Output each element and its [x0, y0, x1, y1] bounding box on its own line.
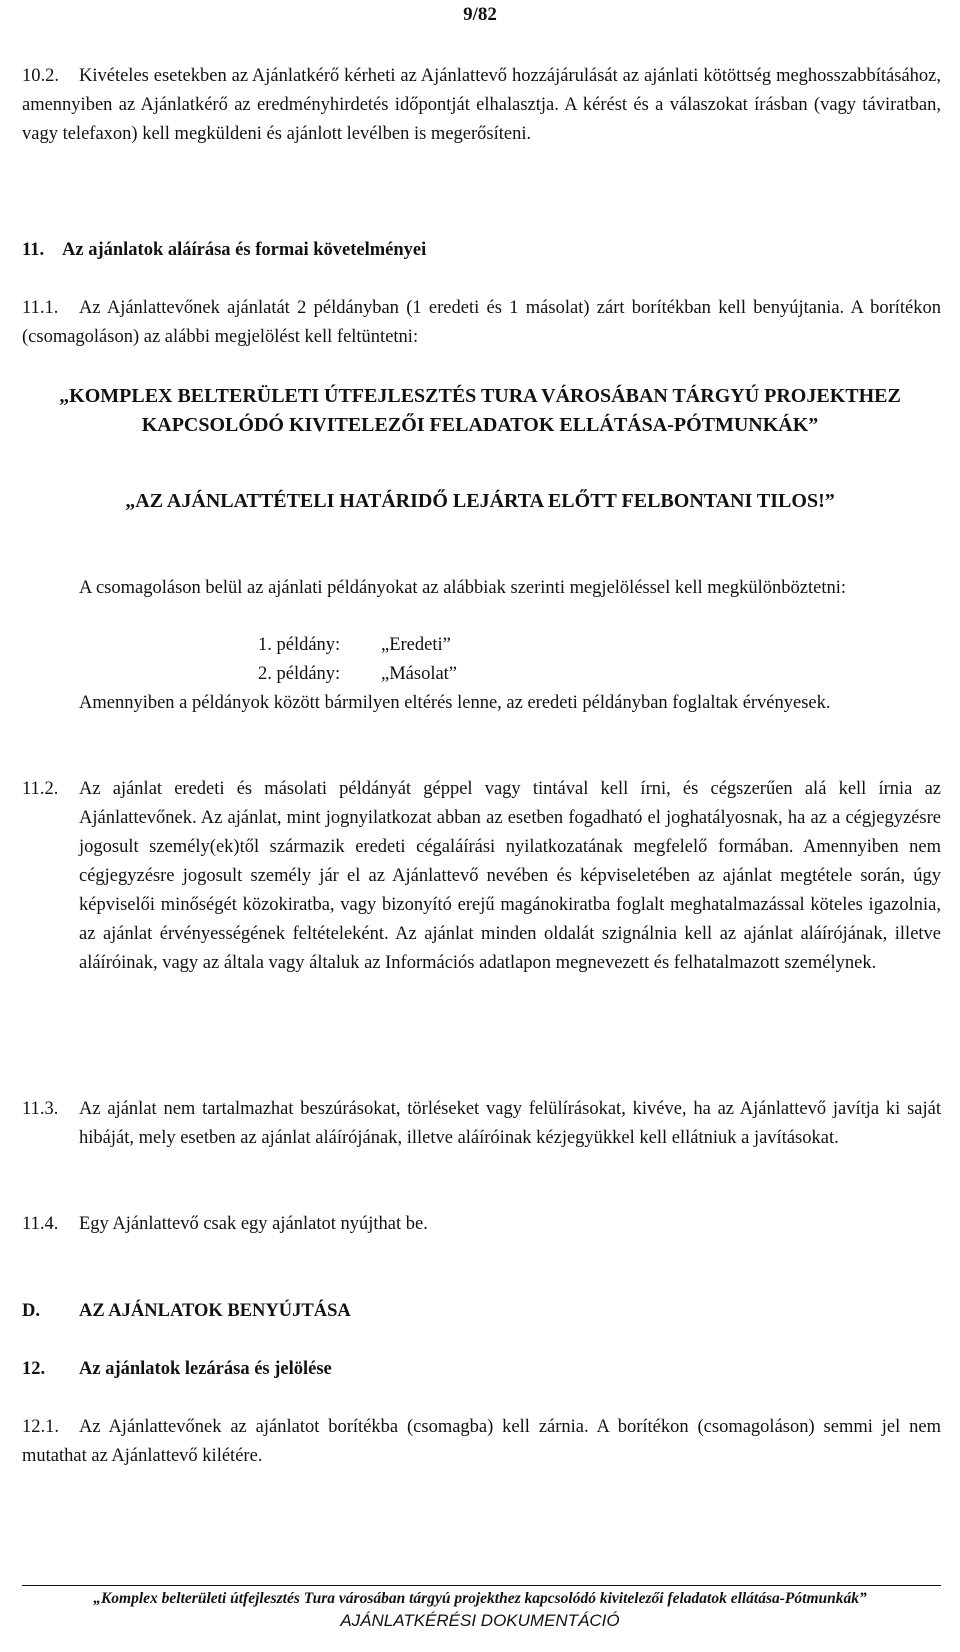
- section-10-2: [22, 62, 941, 149]
- section-number: 12.: [22, 1359, 46, 1379]
- section-text: Az ajánlat nem tartalmazhat beszúrásokat, törléseket vagy felülírásokat, kivéve, ha az Ajánlattevő javítja ki saját hibáját, mely esetben az ajánlat aláírójának, illetve aláíróinak kézjegyükkel kell ellátniuk a javításokat.: [79, 1099, 941, 1148]
- section-text: Az ajánlat eredeti és másolati példányát géppel vagy tintával kell írni, és cégszerűen alá kell írnia az Ajánlattevőnek. Az ajánlat, mint jognyilatkozat abban az esetben fogadható el joghatályosnak, ha az a cégjegyzésre jogosult személy(ek)től származik eredeti cégaláírási nyilatkozatának megfelelő formában. Amennyiben nem cégjegyzésre jogosult személy jár el az Ajánlattevő nevében és képviseletében az ajánlat megtétele során, úgy képviselői minőségét közokiratba, vagy bizonyító erejű magánokiratba foglalt meghatalmazással köteles igazolnia, az ajánlat érvényességének feltételeként. Az ajánlat minden oldalát szignálnia kell az ajánlat aláírójának, illetve aláíróinak, vagy az általa vagy általuk az Információs adatlapon megnevezett és felhatalmazott személynek.: [79, 779, 941, 973]
- footer-divider: [22, 1585, 941, 1586]
- section-number: 11.1.: [22, 298, 59, 318]
- copies-intro: A csomagoláson belül az ajánlati példányokat az alábbiak szerinti megjelöléssel kell megkülönböztetni:: [79, 578, 846, 598]
- copies-difference: Amennyiben a példányok között bármilyen eltérés lenne, az eredeti példányban foglaltak érvényesek.: [79, 693, 831, 713]
- copy-item-1: [258, 631, 451, 660]
- page-number: 9/82: [463, 4, 497, 25]
- section-number: 11.2.: [22, 779, 59, 799]
- section-number: 12.1.: [22, 1417, 59, 1437]
- section-11-1: [22, 294, 941, 352]
- envelope-warning: „AZ AJÁNLATTÉTELI HATÁRIDŐ LEJÁRTA ELŐTT FELBONTANI TILOS!”: [125, 490, 835, 512]
- section-text: Az Ajánlattevőnek az ajánlatot borítékba (csomagba) kell zárnia. A borítékon (csomagoláson) semmi jel nem mutathat az Ajánlattevő kilétére.: [22, 1417, 941, 1466]
- copy-label: 1. példány:: [258, 635, 341, 655]
- envelope-label: „KOMPLEX BELTERÜLETI ÚTFEJLESZTÉS TURA VÁROSÁBAN TÁRGYÚ PROJEKTHEZ KAPCSOLÓDÓ KIVITELEZŐI FELADATOK ELLÁTÁSA-PÓTMUNKÁK”: [59, 385, 901, 436]
- footer-document-title: AJÁNLATKÉRÉSI DOKUMENTÁCIÓ: [340, 1611, 620, 1630]
- section-number: 11.4.: [22, 1214, 59, 1234]
- copy-item-2: [258, 660, 457, 689]
- section-title: Az ajánlatok aláírása és formai követelményei: [62, 240, 427, 260]
- section-text: Kivételes esetekben az Ajánlatkérő kérheti az Ajánlattevő hozzájárulását az ajánlati kötöttség meghosszabbításához, amennyiben az Ajánlatkérő az eredményhirdetés időpontját elhalasztja. A kérést és a válaszokat írásban (vagy táviratban, vagy telefaxon) kell megküldeni és ajánlott levélben is megerősíteni.: [22, 66, 941, 144]
- section-title: AZ AJÁNLATOK BENYÚJTÁSA: [79, 1301, 351, 1321]
- section-number: 11.3.: [22, 1099, 59, 1119]
- section-text: Egy Ajánlattevő csak egy ajánlatot nyújthat be.: [79, 1214, 428, 1234]
- copy-value: „Másolat”: [381, 664, 458, 684]
- copy-label: 2. példány:: [258, 664, 341, 684]
- copy-value: „Eredeti”: [381, 635, 451, 655]
- section-number: D.: [22, 1301, 40, 1321]
- section-title: Az ajánlatok lezárása és jelölése: [79, 1359, 332, 1379]
- section-12-1: [22, 1413, 941, 1471]
- section-number: 10.2.: [22, 66, 59, 86]
- footer-project-title: „Komplex belterületi útfejlesztés Tura városában tárgyú projekthez kapcsolódó kivitelezői feladatok ellátása-Pótmunkák”: [93, 1590, 867, 1607]
- section-number: 11.: [22, 240, 45, 260]
- section-text: Az Ajánlattevőnek ajánlatát 2 példányban (1 eredeti és 1 másolat) zárt borítékban kell benyújtania. A borítékon (csomagoláson) az alábbi megjelölést kell feltüntetni:: [22, 298, 941, 347]
